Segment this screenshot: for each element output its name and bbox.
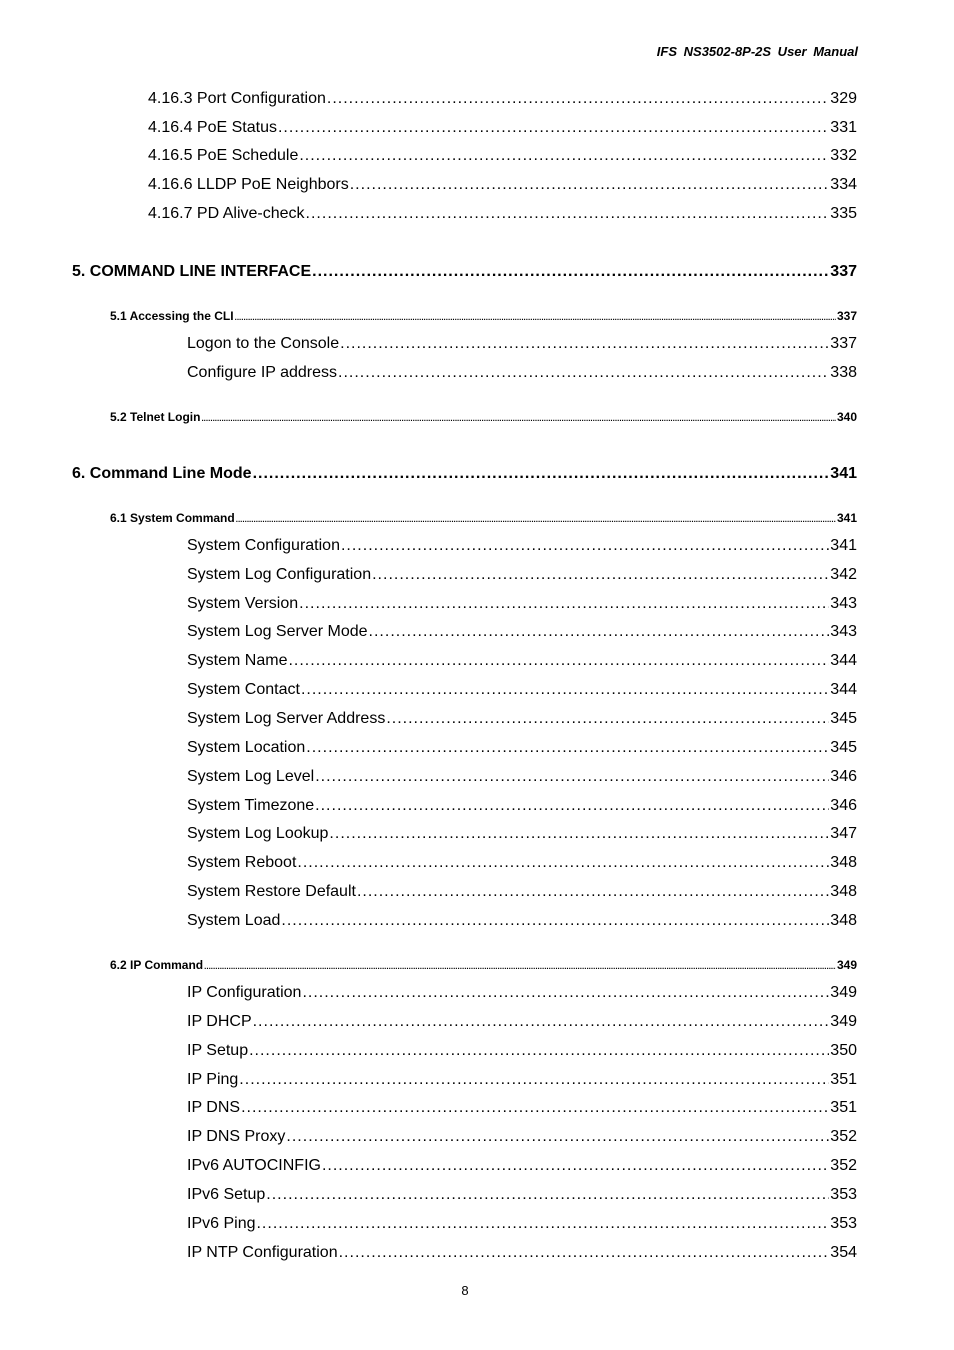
toc-entry-page: 344 xyxy=(830,681,857,698)
toc-entry-page: 344 xyxy=(830,652,857,669)
toc-entry-label: System Contact xyxy=(187,681,300,698)
toc-leader xyxy=(256,1215,829,1233)
toc-entry-page: 354 xyxy=(830,1244,857,1261)
toc-entry[interactable] xyxy=(187,537,857,555)
toc-entry-label: System Timezone xyxy=(187,797,315,814)
toc-leader xyxy=(241,1099,829,1117)
toc-section-page: 341 xyxy=(836,511,857,525)
toc-entry-label: 4.16.6 LLDP PoE Neighbors xyxy=(148,176,349,193)
toc-section-label: 6.2 IP Command xyxy=(110,958,204,972)
toc-leader xyxy=(369,623,830,641)
toc-leader xyxy=(253,1013,830,1031)
toc-entry[interactable] xyxy=(187,364,857,382)
toc-leader xyxy=(301,681,829,699)
toc-entry[interactable] xyxy=(187,984,857,1002)
toc-section-label: 5.1 Accessing the CLI xyxy=(110,309,234,323)
toc-entry-page: 348 xyxy=(830,912,857,929)
toc-entry[interactable] xyxy=(187,681,857,699)
toc-entry[interactable] xyxy=(187,652,857,670)
toc-entry[interactable] xyxy=(187,1186,857,1204)
toc-section-page: 337 xyxy=(836,309,857,323)
toc-entry-page: 353 xyxy=(830,1186,857,1203)
toc-entry[interactable] xyxy=(187,1157,857,1175)
toc-entry-page: 348 xyxy=(830,883,857,900)
toc-entry[interactable] xyxy=(148,205,857,223)
toc-entry-page: 349 xyxy=(830,984,857,1001)
toc-entry-page: 332 xyxy=(830,147,857,164)
toc-leader xyxy=(253,465,830,483)
toc-entry-label: IP Configuration xyxy=(187,984,302,1001)
toc-entry[interactable] xyxy=(187,1042,857,1060)
toc-leader xyxy=(340,335,829,353)
toc-entry-page: 334 xyxy=(830,176,857,193)
toc-entry-label: System Log Level xyxy=(187,768,315,785)
toc-leader xyxy=(350,176,830,194)
toc-entry[interactable] xyxy=(187,825,857,843)
toc-section-label: 5.2 Telnet Login xyxy=(110,410,201,424)
toc-leader xyxy=(302,984,829,1002)
toc-section-label: 6.1 System Command xyxy=(110,511,235,525)
toc-entry[interactable] xyxy=(187,595,857,613)
manual-header-title: IFS NS3502-8P-2S User Manual xyxy=(656,44,858,59)
toc-entry-label: System Configuration xyxy=(187,537,340,554)
toc-leader xyxy=(306,739,829,757)
toc-entry-label: IP NTP Configuration xyxy=(187,1244,338,1261)
toc-leader xyxy=(278,119,829,137)
toc-entry[interactable] xyxy=(187,1099,857,1117)
toc-entry-page: 346 xyxy=(830,797,857,814)
toc-leader xyxy=(341,537,829,555)
toc-entry-page: 349 xyxy=(830,1013,857,1030)
toc-entry-label: System Reboot xyxy=(187,854,297,871)
toc-entry-label: 4.16.7 PD Alive-check xyxy=(148,205,305,222)
toc-entry[interactable] xyxy=(187,1244,857,1262)
toc-entry-label: 4.16.4 PoE Status xyxy=(148,119,277,136)
toc-leader xyxy=(236,515,836,524)
toc-entry[interactable] xyxy=(187,710,857,728)
toc-leader xyxy=(249,1042,829,1060)
toc-leader xyxy=(297,854,829,872)
toc-section-page: 349 xyxy=(836,958,857,972)
toc-entry[interactable] xyxy=(187,623,857,641)
toc-entry-page: 335 xyxy=(830,205,857,222)
toc-entry-page: 351 xyxy=(830,1071,857,1088)
toc-entry[interactable] xyxy=(187,1013,857,1031)
toc-entry-label: IPv6 AUTOCINFIG xyxy=(187,1157,321,1174)
toc-entry[interactable] xyxy=(187,854,857,872)
toc-entry-page: 331 xyxy=(830,119,857,136)
toc-leader xyxy=(329,825,829,843)
toc-entry[interactable] xyxy=(187,797,857,815)
toc-entry-page: 341 xyxy=(830,537,857,554)
toc-entry-label: IP DNS Proxy xyxy=(187,1128,286,1145)
toc-entry[interactable] xyxy=(148,176,857,194)
toc-entry[interactable] xyxy=(187,768,857,786)
page-number: 8 xyxy=(461,1283,469,1298)
toc-entry[interactable] xyxy=(187,1128,857,1146)
toc-leader xyxy=(386,710,829,728)
toc-entry[interactable] xyxy=(187,335,857,353)
toc-entry-page: 350 xyxy=(830,1042,857,1059)
toc-leader xyxy=(327,90,829,108)
toc-entry[interactable] xyxy=(187,566,857,584)
toc-entry-label: System Name xyxy=(187,652,288,669)
toc-entry[interactable] xyxy=(187,739,857,757)
toc-entry-page: 347 xyxy=(830,825,857,842)
toc-entry[interactable] xyxy=(148,119,857,137)
toc-leader xyxy=(299,595,829,613)
toc-entry[interactable] xyxy=(148,147,857,165)
toc-leader xyxy=(286,1128,829,1146)
toc-entry-label: System Log Server Address xyxy=(187,710,386,727)
toc-section-page: 340 xyxy=(836,410,857,424)
toc-entry-label: 4.16.5 PoE Schedule xyxy=(148,147,299,164)
toc-leader xyxy=(266,1186,829,1204)
toc-leader xyxy=(372,566,829,584)
toc-chapter[interactable] xyxy=(72,263,857,281)
toc-entry-page: 345 xyxy=(830,710,857,727)
toc-entry-label: IP DNS xyxy=(187,1099,241,1116)
toc-entry[interactable] xyxy=(148,90,857,108)
toc-entry-label: System Log Server Mode xyxy=(187,623,368,640)
toc-entry-page: 338 xyxy=(830,364,857,381)
toc-leader xyxy=(315,797,829,815)
toc-entry-page: 352 xyxy=(830,1128,857,1145)
toc-entry-page: 346 xyxy=(830,768,857,785)
toc-leader xyxy=(306,205,830,223)
toc-entry-label: Logon to the Console xyxy=(187,335,340,352)
toc-chapter-page: 341 xyxy=(830,465,857,482)
toc-chapter-label: 6. Command Line Mode xyxy=(72,465,252,482)
toc-entry-label: IPv6 Setup xyxy=(187,1186,266,1203)
toc-entry-label: System Log Configuration xyxy=(187,566,372,583)
toc-entry-label: IPv6 Ping xyxy=(187,1215,256,1232)
toc-entry[interactable] xyxy=(187,1071,857,1089)
toc-leader xyxy=(357,883,829,901)
toc-entry-page: 343 xyxy=(830,623,857,640)
toc-entry-page: 348 xyxy=(830,854,857,871)
toc-leader xyxy=(312,263,829,281)
toc-leader xyxy=(239,1071,829,1089)
toc-entry-page: 343 xyxy=(830,595,857,612)
toc-entry-label: System Log Lookup xyxy=(187,825,329,842)
toc-entry-page: 353 xyxy=(830,1215,857,1232)
toc-entry-page: 352 xyxy=(830,1157,857,1174)
toc-entry-label: 4.16.3 Port Configuration xyxy=(148,90,326,107)
toc-leader xyxy=(315,768,829,786)
toc-leader xyxy=(204,962,836,971)
toc-leader xyxy=(281,912,829,930)
toc-section[interactable] xyxy=(110,958,857,972)
toc-entry-page: 351 xyxy=(830,1099,857,1116)
toc-leader xyxy=(299,147,829,165)
toc-leader xyxy=(201,414,836,423)
toc-leader xyxy=(339,1244,830,1262)
toc-chapter-page: 337 xyxy=(830,263,857,280)
toc-leader xyxy=(338,364,829,382)
toc-entry-label: Configure IP address xyxy=(187,364,338,381)
toc-section[interactable] xyxy=(110,410,857,424)
toc-entry[interactable] xyxy=(187,883,857,901)
toc-leader xyxy=(288,652,829,670)
toc-entry[interactable] xyxy=(187,912,857,930)
toc-entry-label: System Restore Default xyxy=(187,883,356,900)
toc-entry-label: IP Ping xyxy=(187,1071,239,1088)
toc-entry-page: 342 xyxy=(830,566,857,583)
toc-section[interactable] xyxy=(110,309,857,323)
toc-entry-page: 337 xyxy=(830,335,857,352)
toc-entry[interactable] xyxy=(187,1215,857,1233)
toc-entry-label: System Location xyxy=(187,739,306,756)
toc-chapter[interactable] xyxy=(72,465,857,483)
toc-chapter-label: 5. COMMAND LINE INTERFACE xyxy=(72,263,312,280)
toc-leader xyxy=(322,1157,829,1175)
toc-entry-label: System Load xyxy=(187,912,281,929)
toc-entry-page: 329 xyxy=(830,90,857,107)
toc-section[interactable] xyxy=(110,511,857,525)
toc-entry-label: System Version xyxy=(187,595,299,612)
toc-entry-label: IP Setup xyxy=(187,1042,249,1059)
toc-entry-label: IP DHCP xyxy=(187,1013,252,1030)
toc-leader xyxy=(235,313,836,322)
toc-entry-page: 345 xyxy=(830,739,857,756)
